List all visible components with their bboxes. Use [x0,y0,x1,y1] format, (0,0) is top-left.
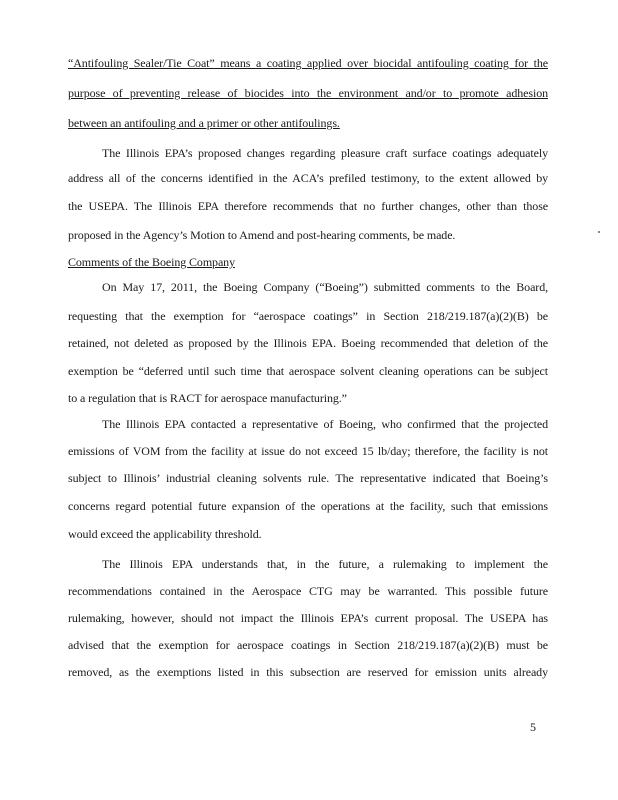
boeing-paragraph-1-line: to a regulation that is RACT for aerospace manufacturing.” [68,391,347,405]
definition-line-1-rest: means a coating applied over biocidal antifouling coating for the [214,56,548,70]
definition-line-3: between an antifouling and a primer or other antifoulings. [68,116,340,130]
epa-paragraph-line: proposed in the Agency’s Motion to Amend and post-hearing comments, be made. [68,228,456,242]
boeing-paragraph-1-line: On May 17, 2011, the Boeing Company (“Boeing”) submitted comments to the Board, [102,280,548,294]
boeing-paragraph-1-line: requesting that the exemption for “aerospace coatings” in Section 218/219.187(a)(2)(B) be [68,309,548,323]
boeing-paragraph-3-line: advised that the exemption for aerospace coatings in Section 218/219.187(a)(2)(B) must be [68,638,548,652]
boeing-paragraph-2-line: concerns regard potential future expansion of the operations at the facility, such that emissions [68,499,548,513]
boeing-paragraph-1-line: exemption be “deferred until such time that aerospace solvent cleaning operations can be subject [68,364,548,378]
boeing-paragraph-2-line: The Illinois EPA contacted a representative of Boeing, who confirmed that the projected [102,417,548,431]
definition-line-2: purpose of preventing release of biocides into the environment and/or to promote adhesion [68,86,548,100]
boeing-paragraph-2-line: emissions of VOM from the facility at issue do not exceed 15 lb/day; therefore, the facility is not [68,444,548,458]
boeing-paragraph-2-line: subject to Illinois’ industrial cleaning solvents rule. The representative indicated that Boeing’s [68,471,548,485]
defined-term: “Antifouling Sealer/Tie Coat” [68,56,215,70]
epa-paragraph-line: The Illinois EPA’s proposed changes regarding pleasure craft surface coatings adequately [102,146,548,160]
definition-line-1 [68,56,548,70]
boeing-paragraph-3-line: recommendations contained in the Aerospace CTG may be warranted. This possible future [68,584,548,598]
page-number: 5 [530,720,536,734]
epa-paragraph-line: the USEPA. The Illinois EPA therefore recommends that no further changes, other than those [68,199,548,213]
boeing-paragraph-1-line: retained, not deleted as proposed by the Illinois EPA. Boeing recommended that deletion of the [68,336,548,350]
section-heading: Comments of the Boeing Company [68,255,235,269]
epa-paragraph-line: address all of the concerns identified in the ACA’s prefiled testimony, to the extent allowed by [68,171,548,185]
margin-speck [598,231,600,233]
boeing-paragraph-3-line: removed, as the exemptions listed in this subsection are reserved for emission units already [68,665,548,679]
boeing-paragraph-3-line: The Illinois EPA understands that, in the future, a rulemaking to implement the [102,557,548,571]
boeing-paragraph-3-line: rulemaking, however, should not impact the Illinois EPA’s current proposal. The USEPA has [68,611,548,625]
boeing-paragraph-2-line: would exceed the applicability threshold. [68,527,262,541]
